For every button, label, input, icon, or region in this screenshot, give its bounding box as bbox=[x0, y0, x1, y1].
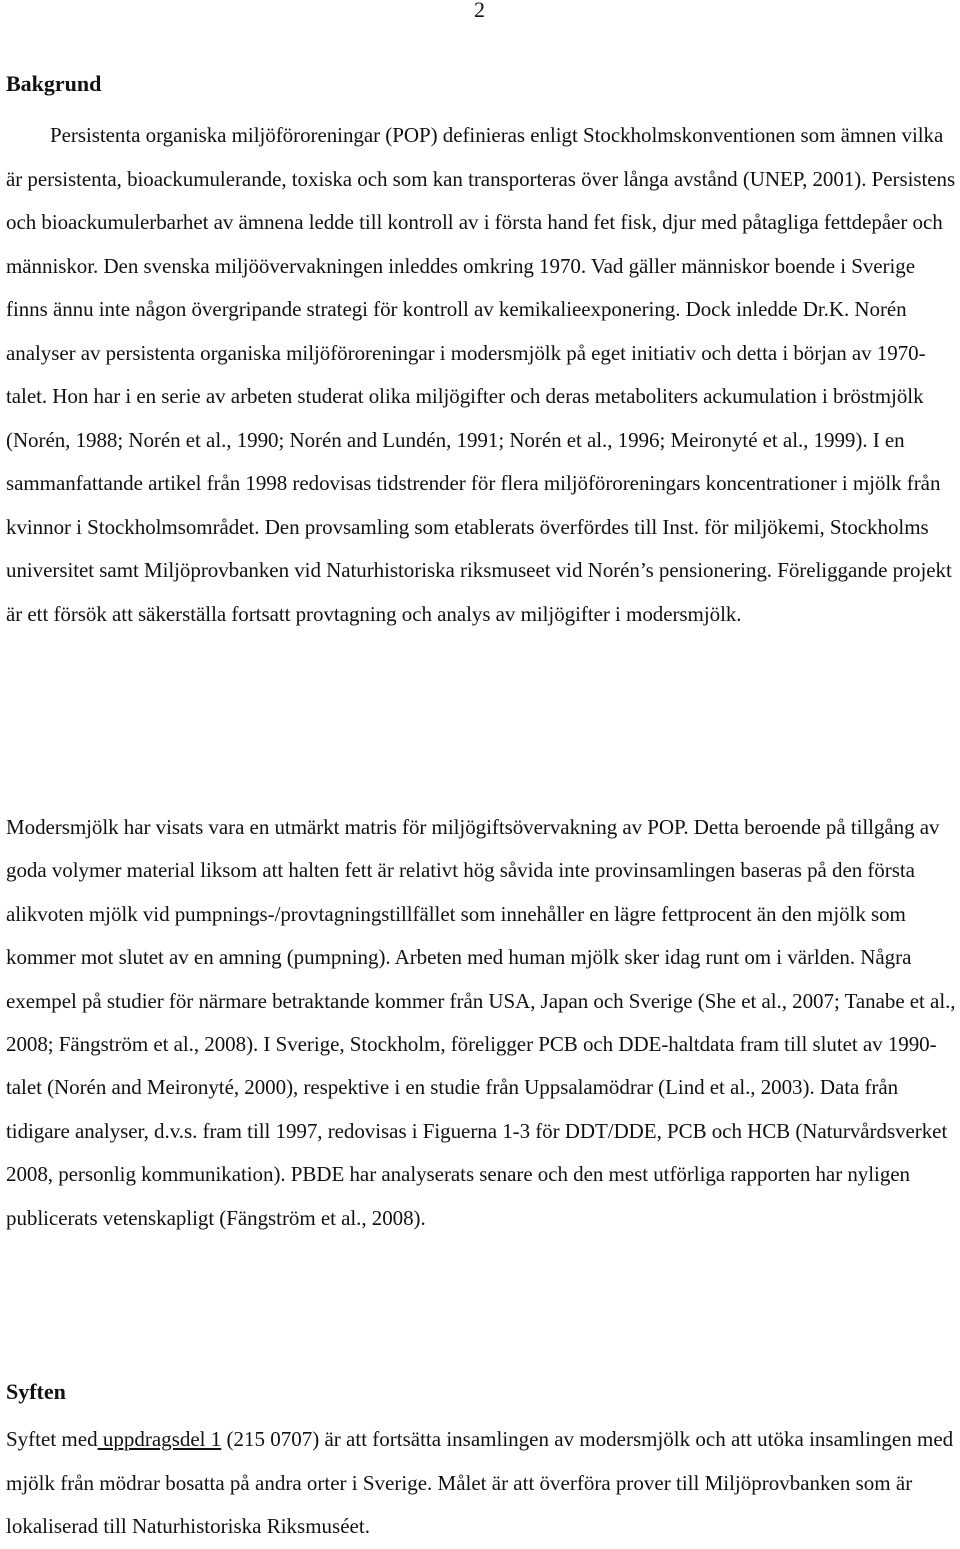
section-heading-bakgrund: Bakgrund bbox=[6, 71, 102, 96]
page-number: 2 bbox=[474, 0, 485, 22]
section-heading-syften: Syften bbox=[6, 1379, 66, 1404]
syften-text-after: (215 0707) är att fortsätta insamlingen av modersmjölk och att utöka insamlingen med mjölk från mödrar bosatta på andra orter i Sverige. Målet är att överföra prover till Miljöprovbanken som är lokaliserad till Naturhistoriska Riksmuséet. bbox=[6, 1427, 954, 1538]
paragraph-bakgrund-2: Modersmjölk har visats vara en utmärkt matris för miljögiftsövervakning av POP. Detta beroende på tillgång av goda volymer material liksom att halten fett är relativt hög såvida inte provinsamlingen baseras på den första alikvoten mjölk vid pumpnings-/provtagningstillfället som innehåller en lägre fettprocent än den mjölk som kommer mot slutet av en amning (pumpning). Arbeten med human mjölk sker idag runt om i världen. Några exempel på studier för närmare betraktande kommer från USA, Japan och Sverige (She et al., 2007; Tanabe et al., 2008; Fängström et al., 2008). I Sverige, Stockholm, föreligger PCB och DDE-haltdata fram till slutet av 1990-talet (Norén and Meironyté, 2000), respektive i en studie från Uppsalamödrar (Lind et al., 2003). Data från tidigare analyser, d.v.s. fram till 1997, redovisas i Figuerna 1-3 för DDT/DDE, PCB och HCB (Naturvårdsverket 2008, personlig kommunikation). PBDE har analyserats senare och den mest utförliga rapporten har nyligen publicerats vetenskapligt (Fängström et al., 2008). bbox=[6, 815, 956, 1230]
paragraph-bakgrund-1: Persistenta organiska miljöföroreningar (POP) definieras enligt Stockholmskonventionen som ämnen vilka är persistenta, bioackumulerande, toxiska och som kan transporteras över långa avstånd (UNEP, 2001). Persistens och bioackumulerbarhet av ämnena ledde till kontroll av i första hand fet fisk, djur med påtagliga fettdepåer och människor. Den svenska miljöövervakningen inleddes omkring 1970. Vad gäller människor boende i Sverige finns ännu inte någon övergripande strategi för kontroll av kemikalieexponering. Dock inledde Dr.K. Norén analyser av persistenta organiska miljöföroreningar i modersmjölk på eget initiativ och detta i början av 1970-talet. Hon har i en serie av arbeten studerat olika miljögifter och deras metaboliters ackumulation i bröstmjölk (Norén, 1988; Norén et al., 1990; Norén and Lundén, 1991; Norén et al., 1996; Meironyté et al., 1999). I en sammanfattande artikel från 1998 redovisas tidstrender för flera miljöföroreningars koncentrationer i mjölk från kvinnor i Stockholmsområdet. Den provsamling som etablerats överfördes till Inst. för miljökemi, Stockholms universitet samt Miljöprovbanken vid Naturhistoriska riksmuseet vid Norén’s pensionering. Föreliggande projekt är ett försök att säkerställa fortsatt provtagning och analys av miljögifter i modersmjölk. bbox=[6, 123, 956, 626]
syften-underlined-link: uppdragsdel 1 bbox=[97, 1427, 222, 1451]
paragraph-syften bbox=[6, 1418, 956, 1549]
syften-text-before: Syftet med bbox=[6, 1427, 98, 1451]
